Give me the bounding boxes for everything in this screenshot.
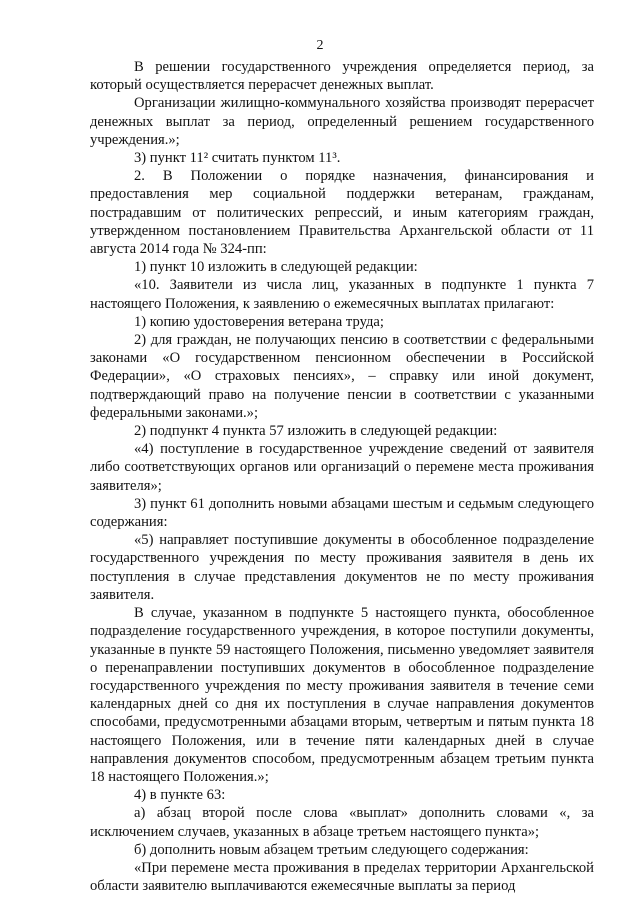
paragraph: б) дополнить новым абзацем третьим следующего содержания: — [134, 841, 529, 858]
paragraph: «5) направляет поступившие документы в обособленное подразделение государственного учреждения по месту проживания заявителя в день их поступления в случае представления документов не по месту проживания заявителя. — [90, 532, 594, 603]
paragraph: 1) пункт 10 изложить в следующей редакции: — [134, 259, 418, 276]
paragraph: Организации жилищно-коммунального хозяйства производят перерасчет денежных выплат за период, определенный решением государственного учреждения.»; — [90, 95, 594, 148]
paragraph: 2) для граждан, не получающих пенсию в соответствии с федеральными законами «О государственном пенсионном обеспечении в Российской Федерации», «О страховых пенсиях», – справку или иной документ, подтверждающий право на получение пенсии в соответствии с указанными федеральными законами.»; — [90, 332, 594, 421]
paragraph: 2) подпункт 4 пункта 57 изложить в следующей редакции: — [134, 423, 498, 440]
document-body — [90, 58, 594, 895]
paragraph: В решении государственного учреждения определяется период, за который осуществляется перерасчет денежных выплат. — [90, 59, 594, 94]
paragraph: В случае, указанном в подпункте 5 настоящего пункта, обособленное подразделение государственного учреждения, в которое поступили документы, указанные в пункте 59 настоящего Положения, письменно уведомляет заявителя о перенаправлении поступивших документов в обособленное подразделение государственного учреждения по месту проживания заявителя в течение семи календарных дней со дня их поступления в случае направления документов способами, предусмотренными абзацами вторым, четвертым и пятым пункта 18 настоящего Положения, или в течение пяти календарных дней в случае направления документов способом, предусмотренным абзацем третьим пункта 18 настоящего Положения.»; — [90, 605, 594, 785]
paragraph: 1) копию удостоверения ветерана труда; — [134, 313, 384, 330]
paragraph: «10. Заявители из числа лиц, указанных в подпункте 1 пункта 7 настоящего Положения, к заявлению о ежемесячных выплатах прилагают: — [90, 277, 594, 312]
paragraph: «4) поступление в государственное учреждение сведений от заявителя либо соответствующих органов или организаций о перемене места проживания заявителя»; — [90, 441, 594, 494]
paragraph: 2. В Положении о порядке назначения, финансирования и предоставления мер социальной поддержки ветеранам, гражданам, пострадавшим от политических репрессий, и иным категориям граждан, утвержденном постановлением Правительства Архангельской области от 11 августа 2014 года № 324-пп: — [90, 168, 594, 258]
paragraph: 4) в пункте 63: — [134, 787, 226, 804]
page-number: 2 — [316, 38, 324, 53]
paragraph: а) абзац второй после слова «выплат» дополнить словами «, за исключением случаев, указанных в абзаце третьем настоящего пункта»; — [90, 805, 594, 840]
paragraph: «При перемене места проживания в пределах территории Архангельской области заявителю выплачиваются ежемесячные выплаты за период — [90, 859, 594, 895]
paragraph: 3) пункт 61 дополнить новыми абзацами шестым и седьмым следующего содержания: — [90, 495, 594, 531]
paragraph: 3) пункт 11² считать пунктом 11³. — [134, 150, 341, 167]
